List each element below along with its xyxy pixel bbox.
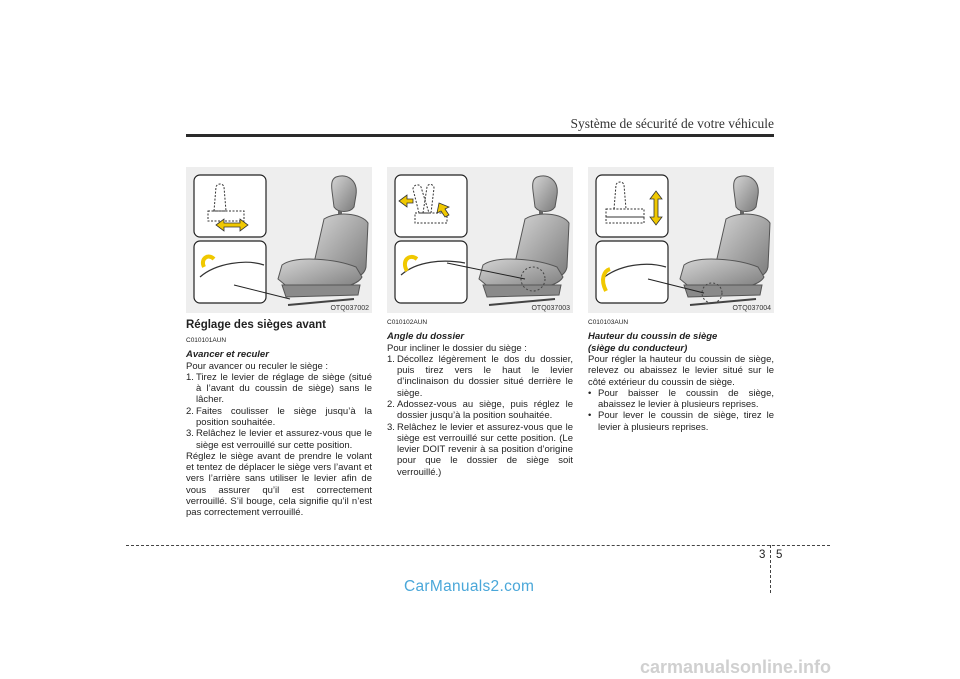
figure-code: OTQ037002 — [330, 305, 369, 312]
seatback-angle-figure — [387, 167, 573, 313]
subsection-title: Angle du dossier — [387, 331, 465, 342]
chapter-number: 3 — [759, 549, 766, 561]
watermark-link[interactable]: CarManuals2.com — [404, 578, 535, 595]
intro-text: Pour incliner le dossier du siège : — [387, 342, 527, 354]
page-number: 5 — [776, 549, 783, 561]
column-3 — [588, 167, 774, 433]
footer-divider — [770, 545, 771, 593]
subsection-title: Avancer et reculer — [186, 349, 269, 360]
bullet-item: • Pour baisser le coussin de siège, abaissez le levier à plusieurs reprises. — [588, 387, 774, 411]
footer-rule — [126, 545, 830, 546]
step-item: 1. Décollez légèrement le dos du dossier, puis tirez vers le haut le levier d’inclinaison du dossier situé derrière le siège. — [387, 353, 573, 399]
column-1 — [186, 167, 372, 519]
page-header-title: Système de sécurité de votre véhicule — [570, 116, 774, 131]
section-code: C010103AUN — [588, 319, 629, 326]
step-item: 3. Relâchez le levier et assurez-vous que le siège est verrouillé sur cette position. (Le levier DOIT revenir à sa position d’origine pour que le dossier de siège soit verrouillé.) — [387, 421, 573, 478]
bullet-item: • Pour lever le coussin de siège, tirez le levier à plusieurs reprises. — [588, 410, 774, 433]
seat-illustration-icon — [387, 167, 573, 313]
figure-code: OTQ037003 — [531, 305, 570, 312]
section-code: C010101AUN — [186, 337, 227, 344]
figure-code: OTQ037004 — [732, 305, 771, 312]
cushion-height-figure — [588, 167, 774, 313]
section-code: C010102AUN — [387, 319, 428, 326]
subsection-title: Hauteur du coussin de siège — [588, 331, 718, 342]
step-item: 3. Relâchez le levier et assurez-vous que le siège est verrouillé sur cette position. — [186, 428, 372, 451]
section-heading: Réglage des sièges avant — [186, 319, 326, 331]
footer-watermark: carmanualsonline.info — [640, 657, 832, 677]
seat-illustration-icon — [588, 167, 774, 313]
step-item: 2. Faites coulisser le siège jusqu’à la position souhaitée. — [186, 405, 372, 428]
seat-illustration-icon — [186, 167, 372, 313]
step-item: 2. Adossez-vous au siège, puis réglez le dossier jusqu’à la position souhaitée. — [387, 398, 573, 422]
column-2 — [387, 167, 573, 478]
header-rule — [186, 134, 774, 137]
subsection-subtitle: (siège du conducteur) — [588, 342, 688, 354]
note-text: Réglez le siège avant de prendre le volant et tentez de déplacer le siège vers l’avant et vers l’arrière sans utiliser le levier afin de vous assurer qu’il est correctement verrouillé. S’il bouge, cela signifie qu’il n’est pas correctement verrouillé. — [186, 450, 372, 519]
step-item: 1. Tirez le levier de réglage de siège (situé à l’avant du coussin de siège) sans le lâcher. — [186, 371, 372, 406]
intro-text: Pour avancer ou reculer le siège : — [186, 360, 329, 372]
intro-text: Pour régler la hauteur du coussin de siège, relevez ou abaissez le levier situé sur le côté extérieur du coussin de siège. — [588, 354, 774, 388]
seat-slide-figure — [186, 167, 372, 313]
